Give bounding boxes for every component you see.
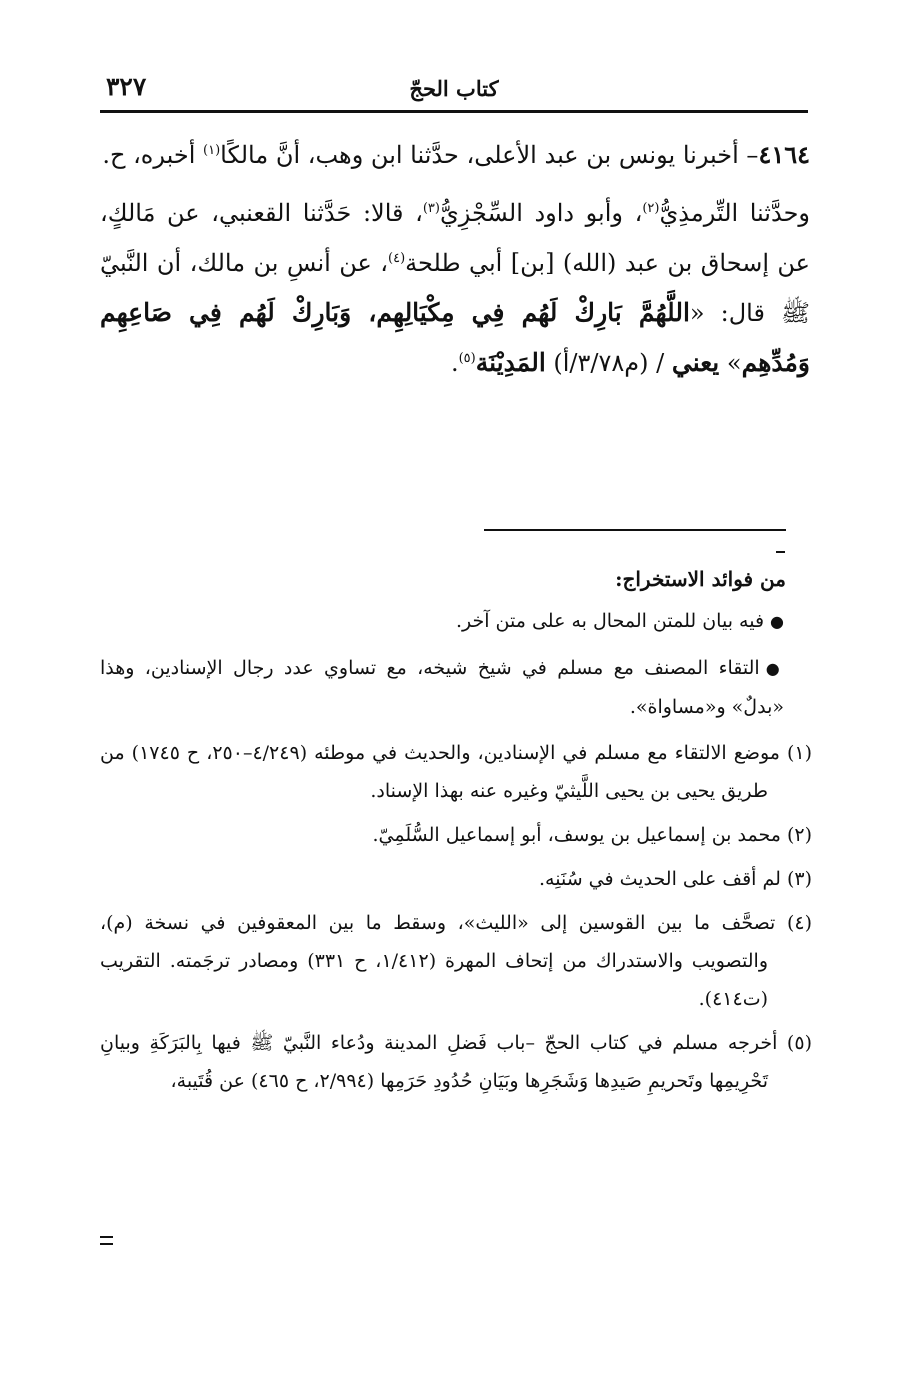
prophetic-quote: اللَّهُمَّ بَارِكْ لَهُم فِي مِكْيَالِهِم، وَبَارِكْ لَهُم فِي صَاعِهِم وَمُدِّهِم	[100, 298, 810, 377]
hadith-number: ٤١٦٤	[758, 140, 810, 169]
hadith-paragraph-1	[100, 130, 810, 180]
footnote-ref: (٢)	[642, 201, 660, 216]
chain-text: – أخبرنا يونس بن عبد الأعلى، حدَّثنا ابن وهب، أنَّ مالكًا	[220, 141, 759, 169]
chapter-title: كتاب الحجّ	[409, 76, 499, 101]
benefit-text: التقاء المصنف مع مسلم في شيخ شيخه، مع تساوي عدد رجال الإسنادين، وهذا «بدلٌ» و«مساواة».	[100, 657, 784, 718]
benefit-item	[100, 649, 784, 726]
chain-text: وحدَّثنا التِّرمذِيُّ	[659, 199, 811, 227]
chain-text: »	[719, 349, 742, 377]
manuscript-ref: / (م٣/٧٨/أ)	[545, 349, 672, 377]
explained-word: المَدِيْنَة	[475, 348, 546, 377]
benefit-text: فيه بيان للمتن المحال به على متن آخر.	[455, 610, 765, 632]
footnote-ref: (١)	[203, 143, 221, 158]
header-rule	[100, 110, 808, 113]
chain-text: .	[450, 349, 459, 377]
chain-text: ، عن أنسِ بن مالك، أن النَّبيّ ﷺ قال: «	[100, 249, 810, 327]
hadith-text	[100, 130, 810, 396]
footnote-3: (٣) لم أقف على الحديث في سُنَنِه.	[539, 868, 812, 890]
explanation-word: يعني	[671, 348, 720, 377]
footnote-ref: (٤)	[388, 251, 406, 266]
bullet-icon: ●	[770, 612, 784, 631]
footnote-ref: (٥)	[458, 351, 476, 366]
hadith-paragraph-2	[100, 188, 810, 388]
bullet-icon: ●	[765, 659, 784, 678]
margin-dash	[776, 551, 785, 553]
chain-text: ، وأبو داود السِّجْزِيُّ	[439, 199, 643, 227]
page-number: ٣٢٧	[106, 72, 147, 101]
notes-section	[100, 560, 812, 1106]
footnote-1: (١) موضع الالتقاء مع مسلم في الإسنادين، والحديث في موطئه (٤/٢٤٩–٢٥٠، ح ١٧٤٥) من طريق يحيى بن يحيى اللَّيثيّ وغيره عنه بهذا الإسناد.	[100, 742, 813, 802]
benefits-heading: من فوائد الاستخراج:	[615, 567, 786, 591]
footnote-ref: (٣)	[422, 201, 440, 216]
benefit-item	[100, 602, 784, 641]
footnote-separator	[484, 529, 786, 531]
running-header	[100, 72, 808, 108]
chain-text: أخبره، ح.	[102, 141, 203, 169]
footnote-5: (٥) أخرجه مسلم في كتاب الحجّ –باب فَضلِ المدينة ودُعاء النَّبيّ ﷺ فيها بِالبَرَكَةِ وبيانِ تَحْرِيمِها وتَحريمِ صَيدِها وَشَجَرِها وبَيَانِ حُدُودِ حَرَمِها (٢/٩٩٤، ح ٤٦٥) عن قُتَيبة،	[100, 1032, 812, 1092]
footnote-2: (٢) محمد بن إسماعيل بن يوسف، أبو إسماعيل السُّلَمِيّ.	[372, 824, 812, 846]
continuation-mark	[100, 1236, 113, 1245]
footnote-4: (٤) تصحَّف ما بين القوسين إلى «الليث»، وسقط ما بين المعقوفين في نسخة (م)، والتصويب والاستدراك من إتحاف المهرة (١/٤١٢، ح ٣٣١) ومصادر ترجَمته. التقريب (ت٤١٤).	[100, 912, 812, 1010]
chain-text: ، قالا: حَدَّثنا القعنبي، عن مَالكٍ، عن إسحاق بن عبد (الله) [بن] أبي طلحة	[100, 199, 811, 277]
